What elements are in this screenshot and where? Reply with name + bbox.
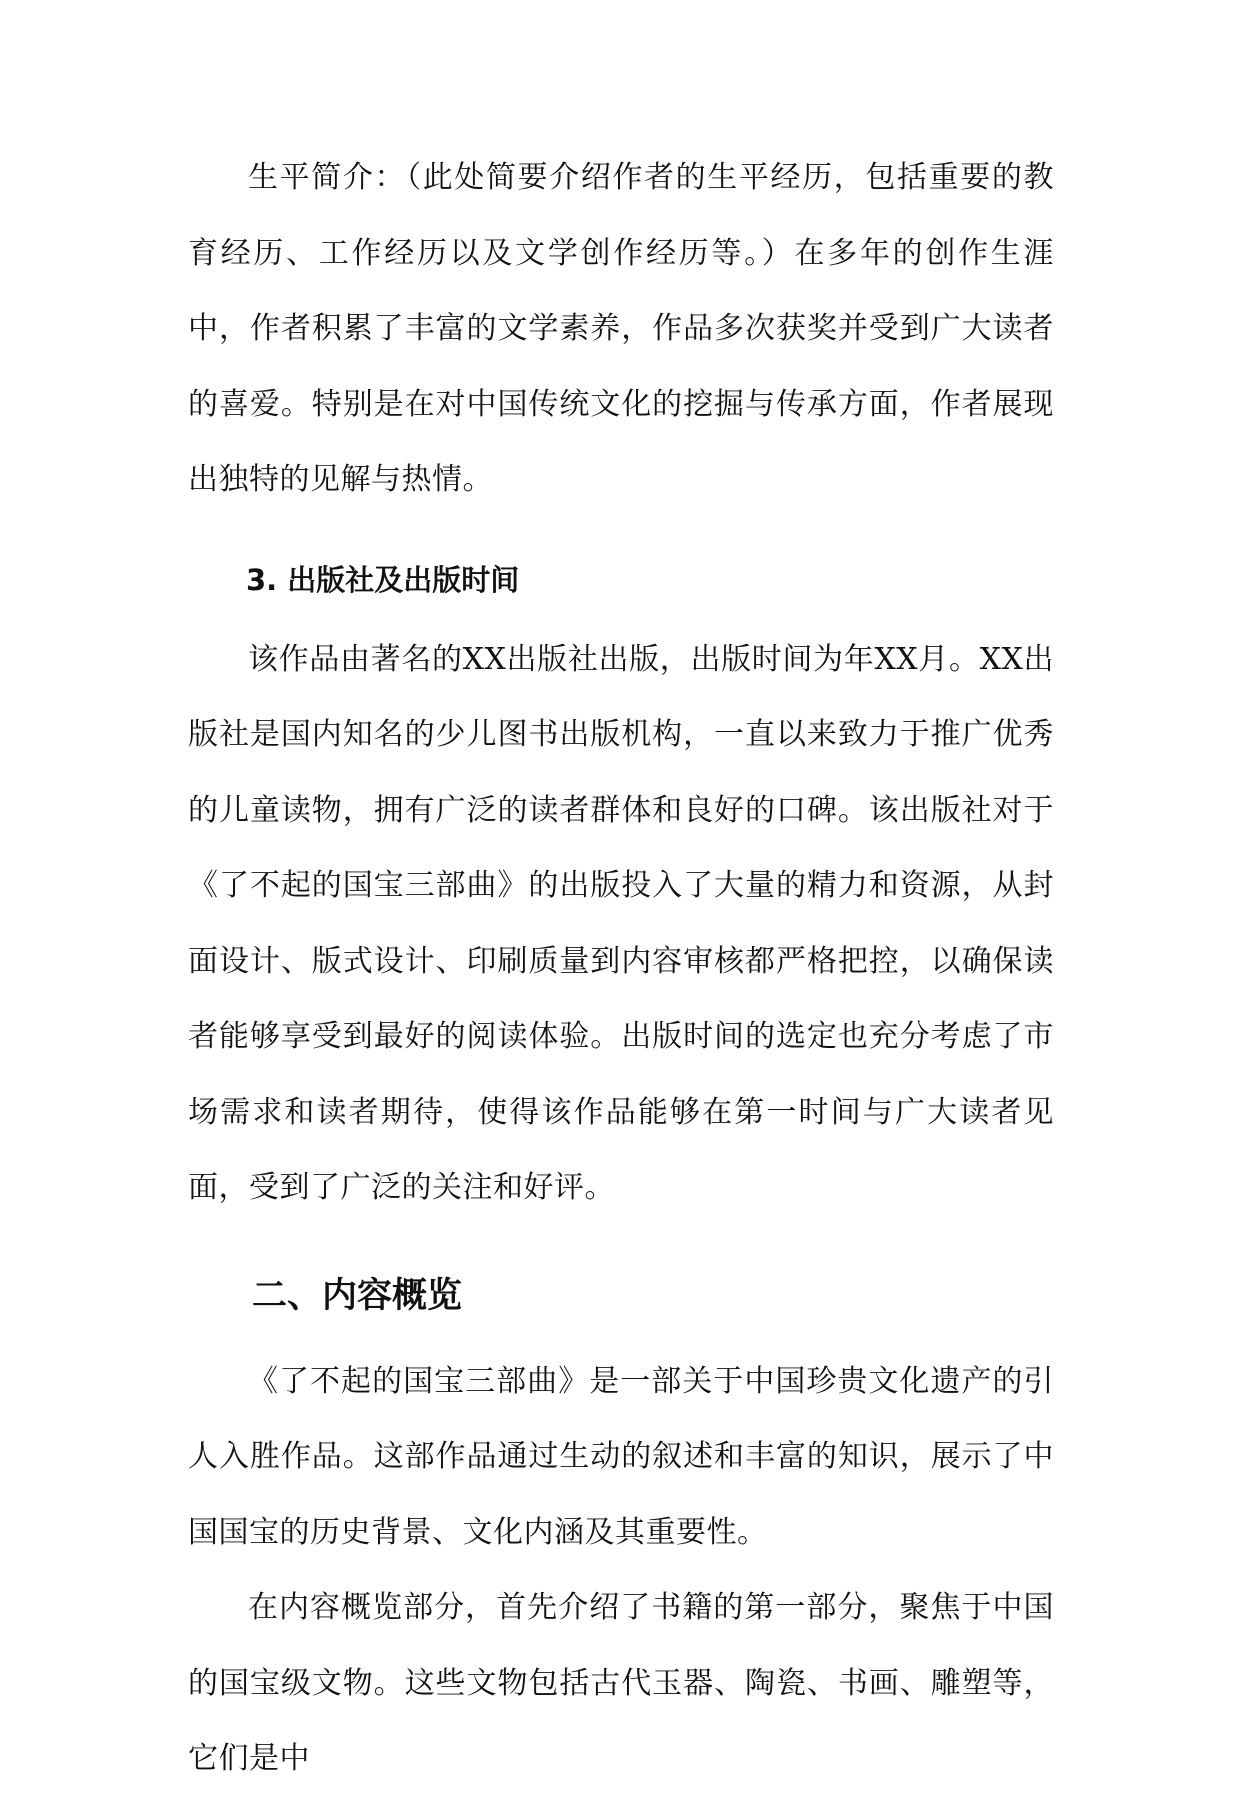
section-heading-publisher: 3. 出版社及出版时间 [246,562,520,597]
paragraph-publisher: 该作品由著名的XX出版社出版，出版时间为年XX月。XX出版社是国内知名的少儿图书出版机构，一直以来致力于推广优秀的儿童读物，拥有广泛的读者群体和良好的口碑。该出版社对于《了不起的国宝三部曲》的出版投入了大量的精力和资源，从封面设计、版式设计、印刷质量到内容审核都严格把控，以确保读者能够享受到最好的阅读体验。出版时间的选定也充分考虑了市场需求和读者期待，使得该作品能够在第一时间与广大读者见面，受到了广泛的关注和好评。 [188,641,1054,1205]
paragraph-overview-intro: 《了不起的国宝三部曲》是一部关于中国珍贵文化遗产的引人入胜作品。这部作品通过生动的叙述和丰富的知识，展示了中国国宝的历史背景、文化内涵及其重要性。 [188,1363,1054,1550]
paragraph-author-bio: 生平简介：（此处简要介绍作者的生平经历，包括重要的教育经历、工作经历以及文学创作经历等。）在多年的创作生涯中，作者积累了丰富的文学素养，作品多次获奖并受到广大读者的喜爱。特别是在对中国传统文化的挖掘与传承方面，作者展现出独特的见解与热情。 [188,160,1054,497]
paragraph-overview-part-one: 在内容概览部分，首先介绍了书籍的第一部分，聚焦于中国的国宝级文物。这些文物包括古代玉器、陶瓷、书画、雕塑等，它们是中 [188,1590,1054,1776]
document-page [188,140,1054,1797]
chapter-heading-content-overview: 二、内容概览 [252,1275,463,1316]
